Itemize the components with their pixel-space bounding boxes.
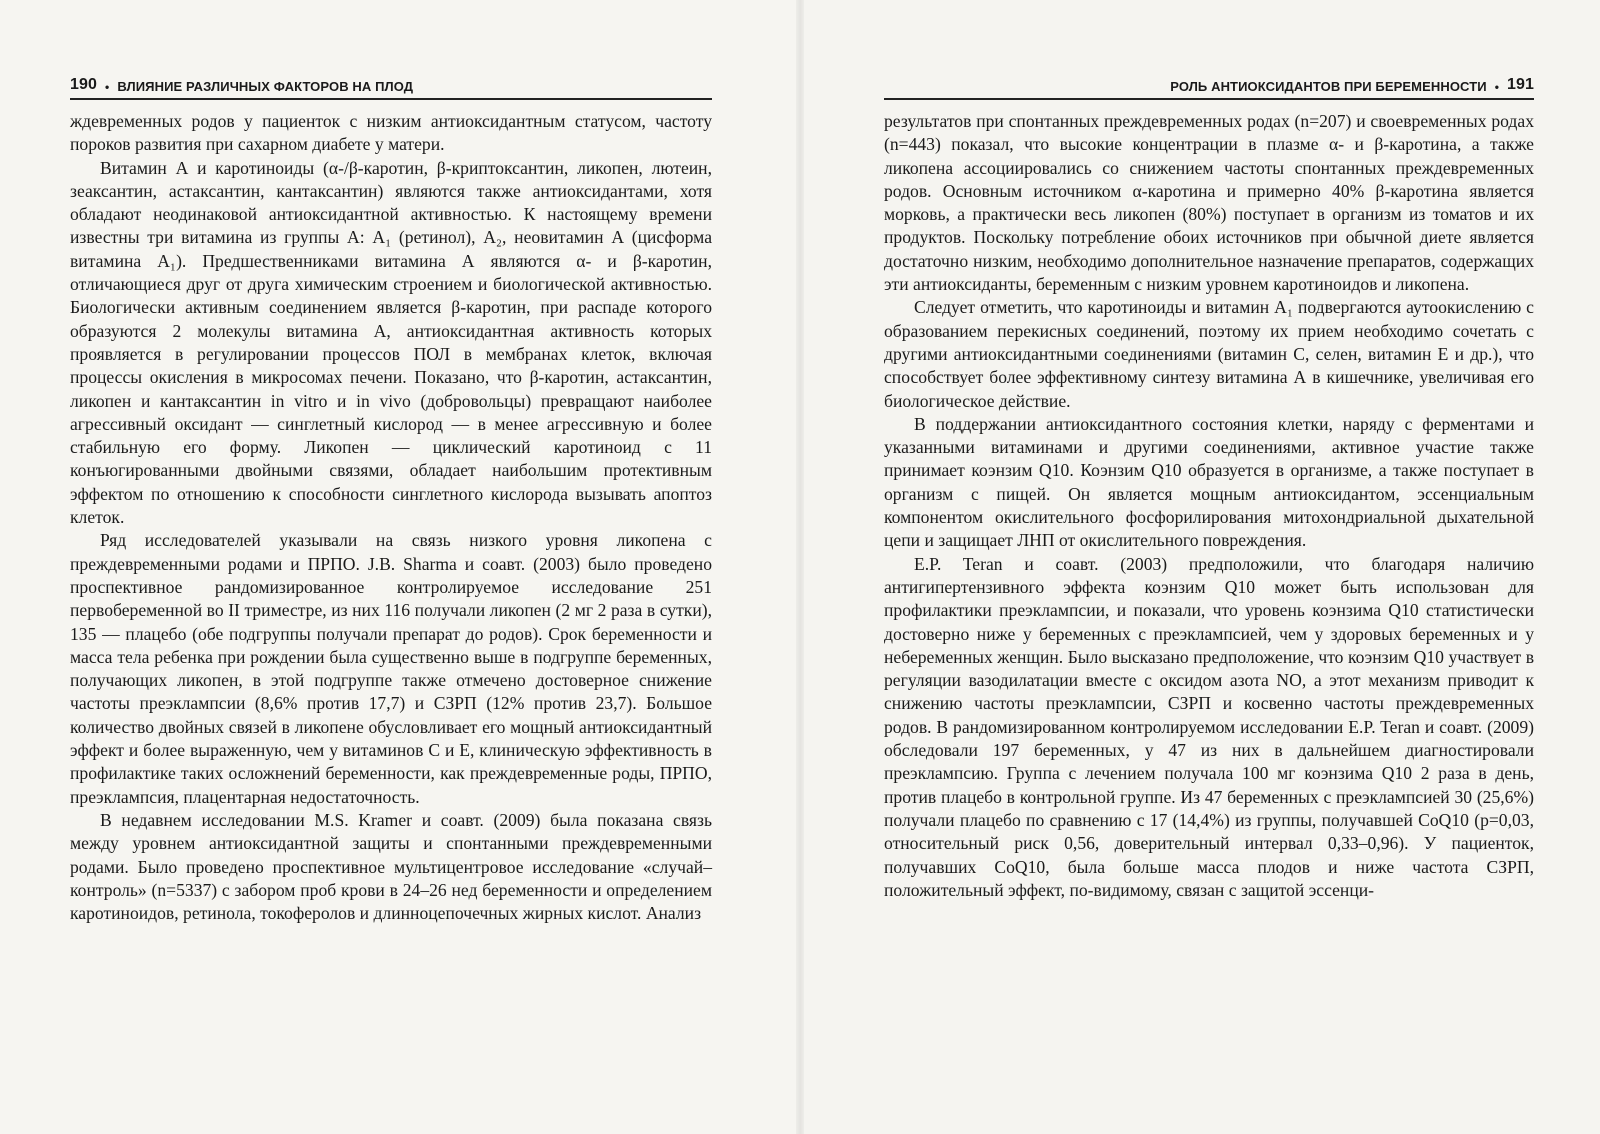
paragraph: В поддержании антиоксидантного состояния клетки, наряду с ферментами и указанными витаминами и другими соединениями, активное участие также принимает коэнзим Q10. Коэнзим Q10 образуется в организме, а также поступает в организм с пищей. Он является мощным антиоксидантом, эссенциальным компонентом окислительного фосфорилирования митохондриальной дыхательной цепи и защищает ЛНП от окислительного повреждения. (884, 413, 1534, 551)
right-running-header (884, 76, 1534, 100)
header-separator: • (105, 80, 110, 94)
paragraph: E.P. Teran и соавт. (2003) предположили, что благодаря наличию антигипертензивного эффекта коэнзим Q10 может быть использован для профилактики преэклампсии, и показали, что уровень коэнзима Q10 статистически достоверно ниже у беременных с преэклампсией, чем у здоровых беременных и у небеременных женщин. Было высказано предположение, что коэнзим Q10 участвует в регуляции вазодилатации вместе с оксидом азота NO, а этот механизм приводит к снижению частоты преэклампсии, СЗРП и косвенно частоты преждевременных родов. В рандомизированном контролируемом исследовании E.P. Teran и соавт. (2009) обследовали 197 беременных, у 47 из них в дальнейшем диагностировали преэклампсию. Группа с лечением получала 100 мг коэнзима Q10 2 раза в день, против плацебо в контрольной группе. Из 47 беременных с преэклампсией 30 (25,6%) получали плацебо по сравнению с 17 (14,4%) из группы, получавшей CoQ10 (p=0,03, относительный риск 0,56, доверительный интервал 0,33–0,96). У пациенток, получавших CoQ10, была больше масса плодов и ниже частота СЗРП, положительный эффект, по-видимому, связан с защитой эссенци- (884, 553, 1534, 900)
paragraph: Витамин А и каротиноиды (α-/β-каротин, β-криптоксантин, ликопен, лютеин, зеаксантин, астаксантин, кантаксантин) являются также антиоксидантами, хотя обладают неодинаковой антиоксидантной активностью. К настоящему времени известны три витамина из группы А: А₁ (ретинол), А₂, неовитамин А (цисформа витамина А₁). Предшественниками витамина А являются α- и β-каротин, отличающиеся друг от друга химическим строением и биологической активностью. Биологически активным соединением является β-каротин, при распаде которого образуются 2 молекулы витамина А, антиоксидантная активность которых проявляется в регулировании процессов ПОЛ в мембранах клеток, включая процессы окисления в микросомах печени. Показано, что β-каротин, астаксантин, ликопен и кантаксантин in vitro и in vivo (добровольцы) превращают наиболее агрессивный оксидант — синглетный кислород — в менее агрессивную и более стабильную его форму. Ликопен — циклический каротиноид с 11 конъюгированными двойными связями, обладает наибольшим протективным эффектом по отношению к способности синглетного кислорода вызывать апоптоз клеток. (70, 157, 712, 528)
running-title: ВЛИЯНИЕ РАЗЛИЧНЫХ ФАКТОРОВ НА ПЛОД (117, 79, 414, 94)
book-fold (796, 0, 804, 1134)
left-body-text (70, 110, 712, 925)
paragraph: ждевременных родов у пациенток с низким антиоксидантным статусом, частоту пороков развития при сахарном диабете у матери. (70, 111, 712, 155)
paragraph: результатов при спонтанных преждевременных родах (n=207) и своевременных родах (n=443) показал, что высокие концентрации в плазме α- и β-каротина, а также ликопена ассоциировались со снижением частоты спонтанных преждевременных родов. Основным источником α-каротина и примерно 40% β-каротина является морковь, а практически весь ликопен (80%) поступает в организм из томатов и их продуктов. Поскольку потребление обоих источников при обычной диете является достаточно низким, необходимо дополнительное назначение препаратов, содержащих эти антиоксиданты, беременным с низким уровнем каротиноидов и ликопена. (884, 111, 1534, 295)
right-body-text (884, 110, 1534, 902)
header-separator: • (1494, 80, 1499, 94)
paragraph: В недавнем исследовании M.S. Kramer и соавт. (2009) была показана связь между уровнем антиоксидантной защиты и спонтанными преждевременными родами. Было проведено проспективное мультицентровое исследование «случай–контроль» (n=5337) с забором проб крови в 24–26 нед беременности и определением каротиноидов, ретинола, токоферолов и длинноцепочечных жирных кислот. Анализ (70, 809, 712, 924)
paragraph: Следует отметить, что каротиноиды и витамин А₁ подвергаются аутоокислению с образованием перекисных соединений, поэтому их прием необходимо сочетать с другими антиоксидантными соединениями (витамин С, селен, витамин Е и др.), что способствует более эффективному синтезу витамина А в кишечнике, увеличивая его биологическое действие. (884, 297, 1534, 411)
page-number: 190 (70, 76, 97, 93)
page-number: 191 (1507, 76, 1534, 93)
paragraph: Ряд исследователей указывали на связь низкого уровня ликопена с преждевременными родами и ПРПО. J.B. Sharma и соавт. (2003) было проведено проспективное рандомизированное контролируемое исследование 251 первобеременной во II триместре, из них 116 получали ликопен (2 мг 2 раза в сутки), 135 — плацебо (обе подгруппы получали препарат до родов). Срок беременности и масса тела ребенка при рождении была существенно выше в подгруппе беременных, получающих ликопен, в этой подгруппе также отмечено достоверное снижение частоты преэклампсии (8,6% против 17,7) и СЗРП (12% против 23,7). Большое количество двойных связей в ликопене обусловливает его мощный антиоксидантный эффект и более выраженную, чем у витаминов С и Е, клиническую эффективность в профилактике таких осложнений беременности, как преждевременные роды, ПРПО, преэклампсия, плацентарная недостаточность. (70, 530, 712, 807)
left-running-header (70, 76, 712, 100)
running-title: РОЛЬ АНТИОКСИДАНТОВ ПРИ БЕРЕМЕННОСТИ (1170, 79, 1487, 94)
